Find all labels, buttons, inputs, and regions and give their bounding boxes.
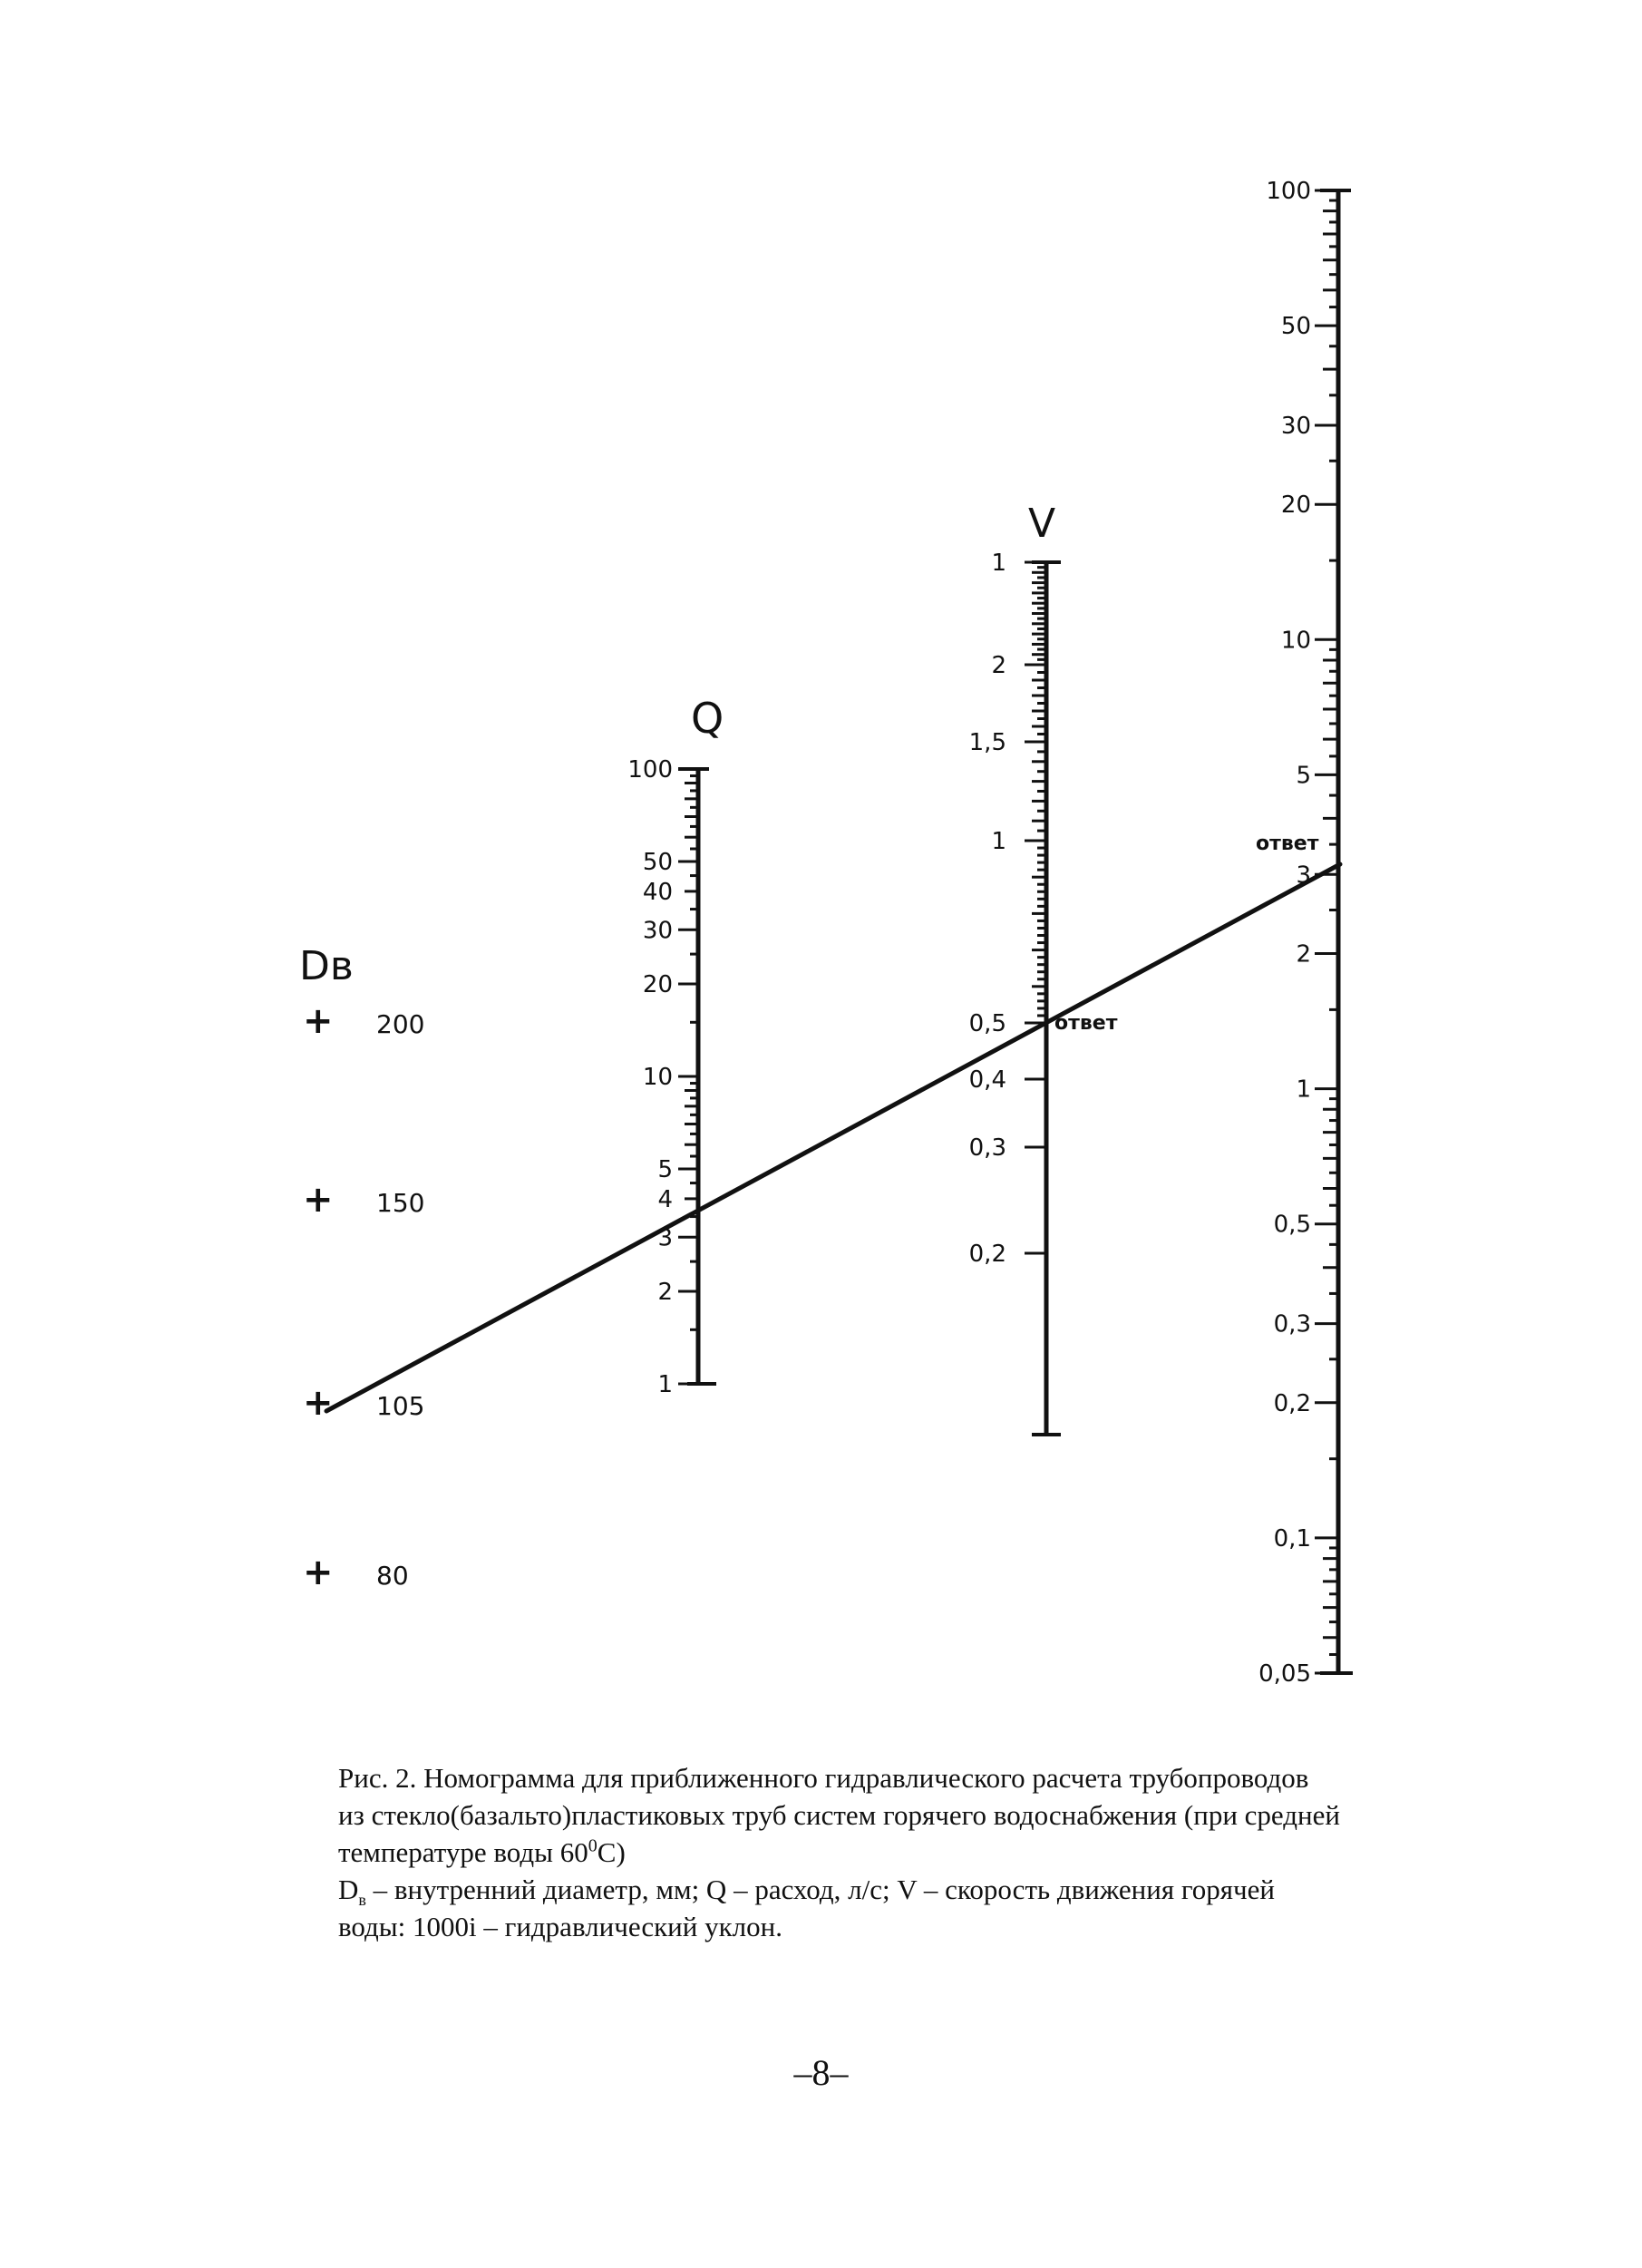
d-point-label: 80 <box>376 1561 409 1591</box>
v-tick-label: 1,5 <box>968 729 1006 756</box>
v-tick-label: 0,2 <box>968 1241 1006 1268</box>
q-tick-label: 50 <box>642 849 673 877</box>
i-scale <box>1256 178 1353 1688</box>
d-point-label: 200 <box>376 1009 425 1039</box>
i-tick-label: 5 <box>1296 762 1311 790</box>
q-tick-label: 40 <box>642 878 673 906</box>
q-tick-label: 100 <box>627 756 673 784</box>
caption-legend-1 <box>338 1871 1517 1908</box>
q-scale-ticks <box>678 769 716 1384</box>
v-tick-label: 2 <box>991 652 1006 679</box>
d-scale <box>299 943 424 1593</box>
v-scale-labels <box>969 550 1006 1268</box>
i-answer-label: ответ <box>1256 832 1319 855</box>
legend-line-2: воды: 1000i – гидравлический уклон. <box>338 1911 782 1942</box>
q-tick-label: 30 <box>642 917 673 945</box>
i-tick-label: 2 <box>1296 940 1311 969</box>
d-point-marker: + <box>303 1382 334 1424</box>
i-tick-label: 50 <box>1280 313 1311 341</box>
v-tick-label: 0,4 <box>968 1066 1006 1094</box>
i-tick-label: 1 <box>1296 1076 1311 1104</box>
d-point-marker: + <box>303 1000 334 1042</box>
d-point-label: 105 <box>376 1391 425 1421</box>
q-tick-label: 3 <box>657 1224 673 1252</box>
d-point-label: 150 <box>376 1188 425 1218</box>
v-tick-label: 1 <box>991 550 1006 577</box>
d-scale-title: Dв <box>299 943 354 989</box>
q-scale-title: Q <box>691 694 724 743</box>
i-scale-ticks <box>1315 190 1351 1673</box>
caption-title-3-sup: 0 <box>588 1835 598 1856</box>
q-tick-label: 20 <box>642 970 673 998</box>
q-tick-label: 2 <box>657 1278 673 1306</box>
d-point-marker: + <box>303 1552 334 1593</box>
i-tick-label: 10 <box>1280 627 1311 655</box>
i-tick-label: 0,2 <box>1273 1389 1311 1417</box>
i-scale-labels <box>1258 178 1311 1688</box>
legend-line-1-rest: – внутренний диаметр, мм; Q – расход, л/с; V – скорость движения горячей <box>365 1874 1275 1905</box>
d-scale-points <box>303 1000 424 1593</box>
caption-title-2: из стекло(базальто)пластиковых труб систем горячего водоснабжения (при средней <box>338 1799 1340 1831</box>
caption-legend-2 <box>338 1908 1517 1945</box>
i-tick-label: 30 <box>1280 412 1311 440</box>
v-answer-label: ответ <box>1054 1012 1118 1035</box>
v-scale-title: V <box>1028 501 1056 547</box>
d-point-marker: + <box>303 1179 334 1221</box>
i-tick-label: 20 <box>1280 492 1311 520</box>
legend-d-symbol: D <box>338 1874 359 1905</box>
q-scale <box>627 694 724 1398</box>
q-tick-label: 4 <box>657 1185 673 1213</box>
i-tick-label: 0,05 <box>1258 1660 1311 1688</box>
i-tick-label: 3 <box>1296 861 1311 890</box>
caption-line-3 <box>338 1834 1517 1871</box>
caption-line-2 <box>338 1796 1517 1834</box>
v-scale-ticks <box>1025 562 1046 1253</box>
i-tick-label: 0,5 <box>1273 1211 1311 1239</box>
q-tick-label: 10 <box>642 1064 673 1091</box>
page-number: –8– <box>793 2052 849 2093</box>
i-tick-label: 100 <box>1266 178 1311 205</box>
caption-line-1 <box>338 1759 1517 1796</box>
q-tick-label: 5 <box>657 1156 673 1184</box>
figure-caption <box>338 1759 1517 1945</box>
caption-title-3-prefix: температуре воды 60 <box>338 1836 588 1868</box>
q-tick-label: 1 <box>657 1371 673 1398</box>
solution-line <box>326 864 1340 1411</box>
v-tick-label: 0,5 <box>968 1010 1006 1037</box>
figure-label: Рис. 2. <box>338 1762 417 1794</box>
v-tick-label: 1 <box>991 828 1006 855</box>
q-scale-labels <box>627 756 673 1398</box>
caption-title-1: Номограмма для приближенного гидравлического расчета трубопроводов <box>423 1762 1309 1794</box>
i-tick-label: 0,1 <box>1273 1524 1311 1553</box>
v-scale <box>969 501 1118 1435</box>
v-tick-label: 0,3 <box>968 1134 1006 1162</box>
legend-d-subscript: в <box>358 1891 366 1910</box>
i-tick-label: 0,3 <box>1273 1310 1311 1338</box>
caption-title-3-suffix: С) <box>597 1836 626 1868</box>
